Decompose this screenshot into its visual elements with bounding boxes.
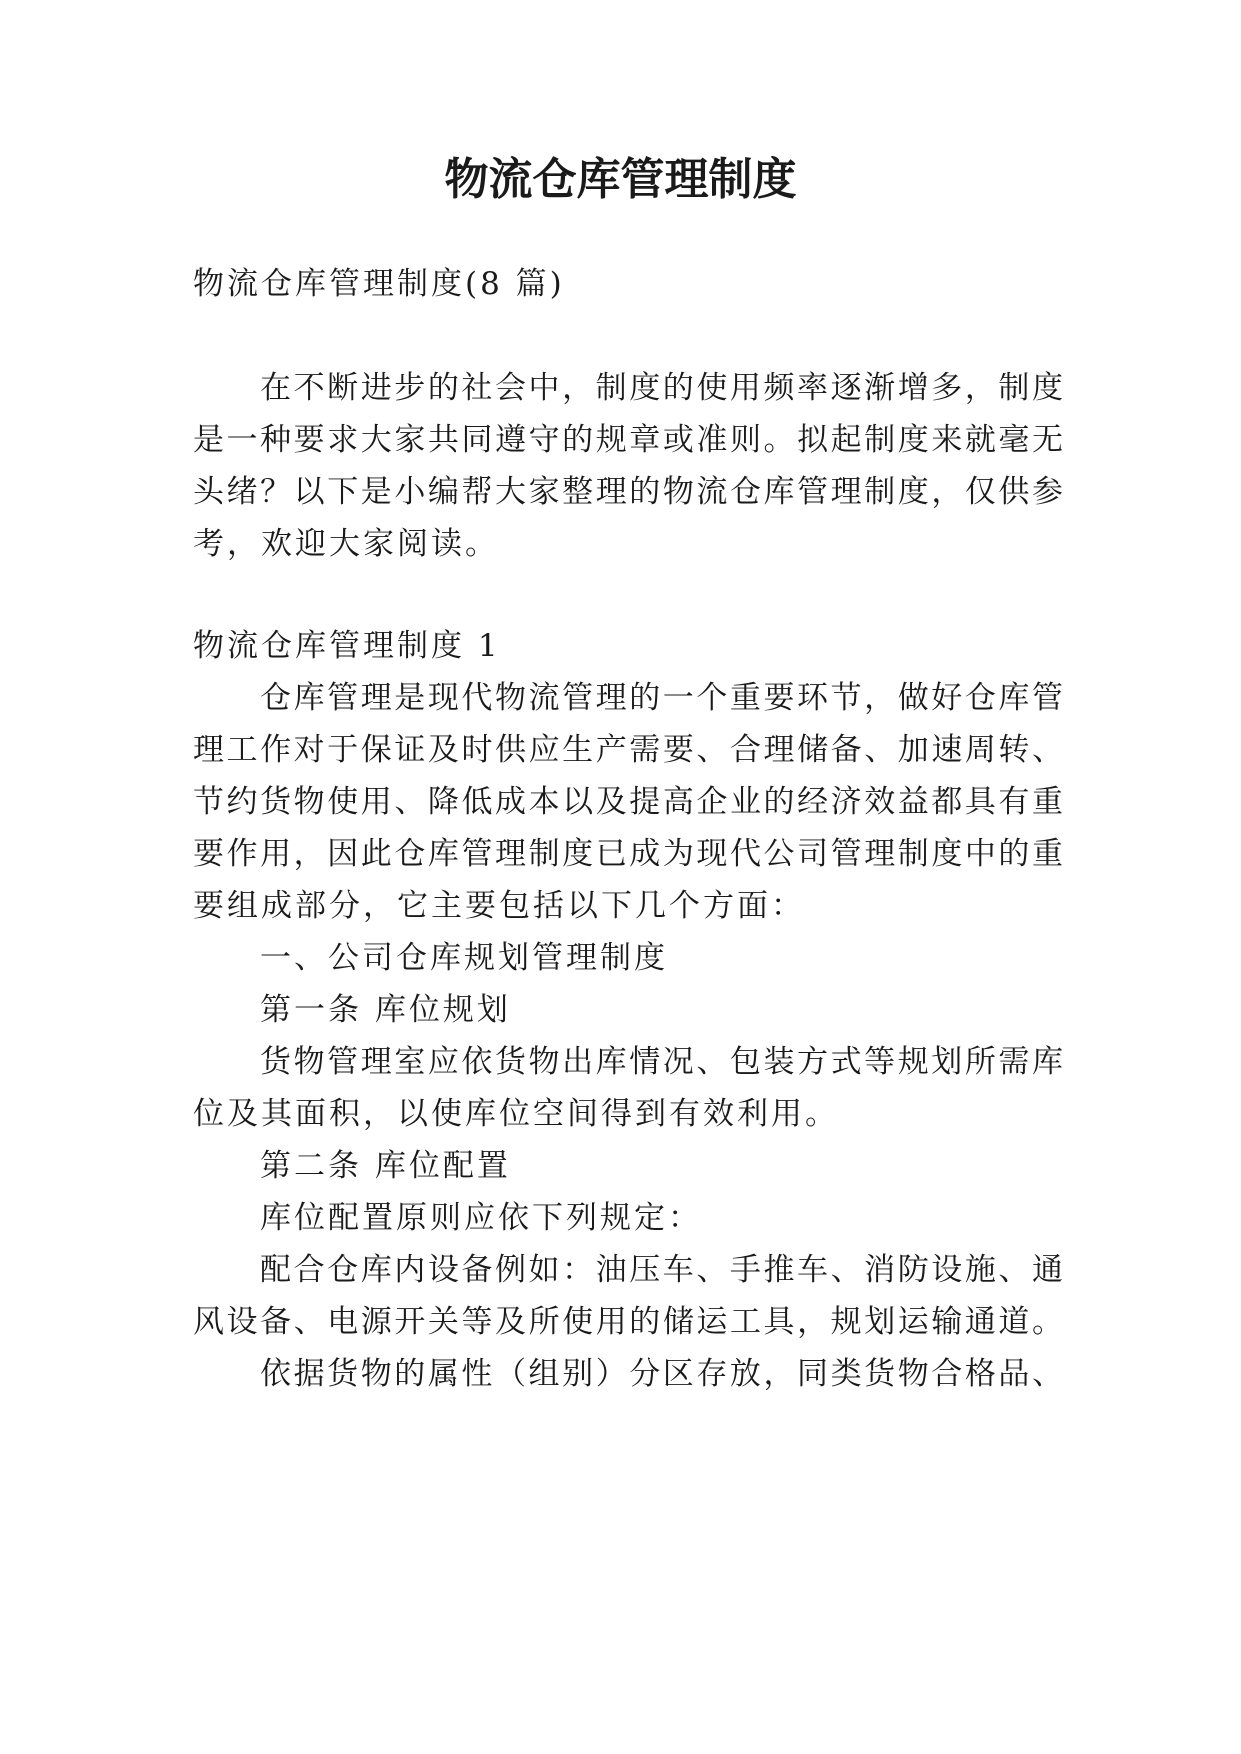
body-line: 位及其面积，以使库位空间得到有效利用。 xyxy=(193,1096,839,1132)
document-title: 物流仓库管理制度 xyxy=(444,154,797,205)
section-heading: 物流仓库管理制度 1 xyxy=(193,628,501,664)
intro-line: 头绪？以下是小编帮大家整理的物流仓库管理制度，仅供参 xyxy=(193,474,1063,510)
body-line: 仓库管理是现代物流管理的一个重要环节，做好仓库管 xyxy=(260,680,1063,716)
body-line: 配合仓库内设备例如：油压车、手推车、消防设施、通 xyxy=(260,1252,1063,1288)
body-line: 风设备、电源开关等及所使用的储运工具，规划运输通道。 xyxy=(193,1304,1063,1340)
body-line: 要作用，因此仓库管理制度已成为现代公司管理制度中的重 xyxy=(193,836,1063,872)
document-subtitle: 物流仓库管理制度(8 篇) xyxy=(193,266,565,302)
intro-line: 是一种要求大家共同遵守的规章或准则。拟起制度来就毫无 xyxy=(193,422,1063,458)
intro-line: 考，欢迎大家阅读。 xyxy=(193,526,499,562)
body-line: 节约货物使用、降低成本以及提高企业的经济效益都具有重 xyxy=(193,784,1063,820)
body-line: 要组成部分，它主要包括以下几个方面： xyxy=(193,888,805,924)
body-line: 货物管理室应依货物出库情况、包装方式等规划所需库 xyxy=(260,1044,1063,1080)
body-line: 库位配置原则应依下列规定： xyxy=(260,1200,702,1236)
body-line: 理工作对于保证及时供应生产需要、合理储备、加速周转、 xyxy=(193,732,1063,768)
intro-line: 在不断进步的社会中，制度的使用频率逐渐增多，制度 xyxy=(260,370,1063,406)
clause-heading: 一、公司仓库规划管理制度 xyxy=(260,940,668,976)
body-line: 依据货物的属性（组别）分区存放，同类货物合格品、 xyxy=(260,1356,1063,1392)
article-heading: 第一条 库位规划 xyxy=(260,992,511,1028)
article-heading: 第二条 库位配置 xyxy=(260,1148,511,1184)
